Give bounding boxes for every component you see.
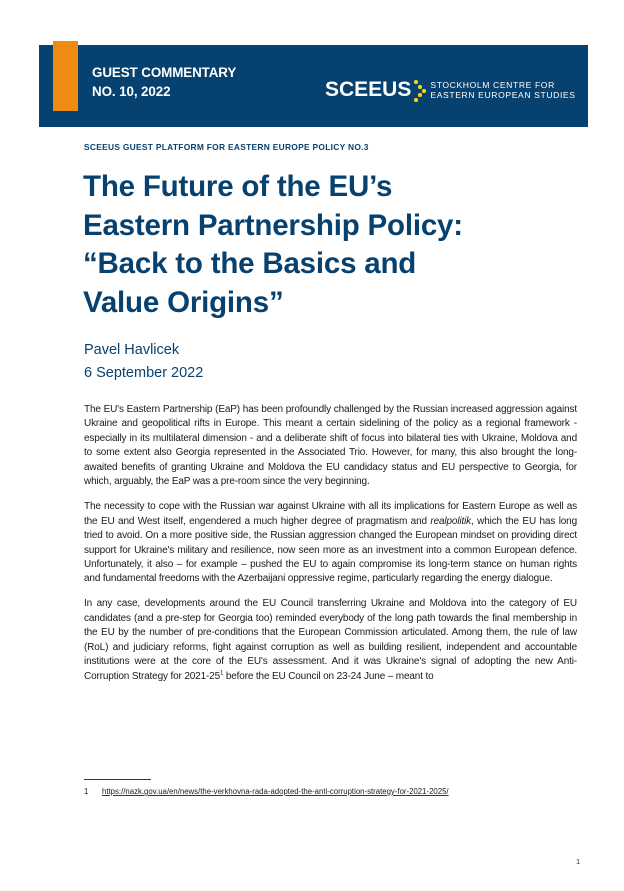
footnote-divider [84,779,151,780]
platform-label: SCEEUS GUEST PLATFORM FOR EASTERN EUROPE POLICY NO.3 [84,142,369,152]
footnote-link[interactable]: https://nazk.gov.ua/en/news/the-verkhovna-rada-adopted-the-anti-corruption-strategy-for-2021-2025/ [102,787,449,796]
title-line: “Back to the Basics and [83,247,417,280]
article-body [84,403,577,695]
paragraph-2: The necessity to cope with the Russian war against Ukraine with all its implications for Eastern Europe as well as the EU and West itself, engendered a much higher degree of pragmatism and realpolitik, which the EU has long tried to avoid. On a more positive side, the Russian aggression changed the European mindset on providing direct support for Ukraine's military and resilience, now seen more as an investment into a common European defence. Unfortunately, it also – for example – pushed the EU to again compromise its long-term stance on human rights and fundamental freedoms with the Azerbaijani oppressive regime, particularly regarding the energy dialogue. [84,501,578,585]
footnote-number: 1 [84,787,89,796]
logo-subtitle: STOCKHOLM CENTRE FOR EASTERN EUROPEAN STUDIES [430,80,576,100]
logo-dots-icon [414,78,426,102]
title-line: The Future of the EU’s [83,170,393,203]
footnote-reference[interactable]: 1 [220,670,224,677]
paragraph-1: The EU's Eastern Partnership (EaP) has been profoundly challenged by the Russian increased aggression against Ukraine and geopolitical rifts in Europe. This meant a certain sidelining of the policy as a regional framework - especially in its multilateral dimension - and a deliberate shift of focus into bilateral ties with Ukraine, Moldova and to some extent also Georgia represented in the Associated Trio. However, for many, this also brought the long-awaited benefits of granting Ukraine and Moldova the EU candidacy status and EU perspective to Georgia, for which, arguably, the EaP was a pre-room since the very beginning. [84,404,577,488]
publication-date: 6 September 2022 [84,365,204,381]
page-number: 1 [576,857,581,866]
italic-term: realpolitik [430,515,472,527]
sceeus-logo [325,78,576,102]
page-title [83,168,563,322]
issue-number: NO. 10, 2022 [92,84,171,99]
accent-bar [53,41,78,111]
title-line: Eastern Partnership Policy: [83,208,463,242]
series-label: GUEST COMMENTARY [92,65,237,80]
author-name: Pavel Havlicek [84,342,180,358]
paragraph-3: In any case, developments around the EU Council transferring Ukraine and Moldova into the category of EU candidates (and a pre-step for Georgia too) reminded everybody of the long path towards the final membership in the EU by the number of pre-conditions that the European Commission articulated. Among them, the rule of law (RoL) and judiciary reforms, fight against corruption as well as building resilient, independent and accountable institutions were at the core of the EU's assessment. And it was Ukraine's signal of adopting the new Anti-Corruption Strategy for $2021-25^1$ before the EU Council on 23-24 June – meant to [84,598,577,682]
footnote [84,787,449,796]
series-block [92,63,236,101]
logo-wordmark: SCEEUS [325,78,412,101]
title-line: Value Origins” [83,285,284,319]
